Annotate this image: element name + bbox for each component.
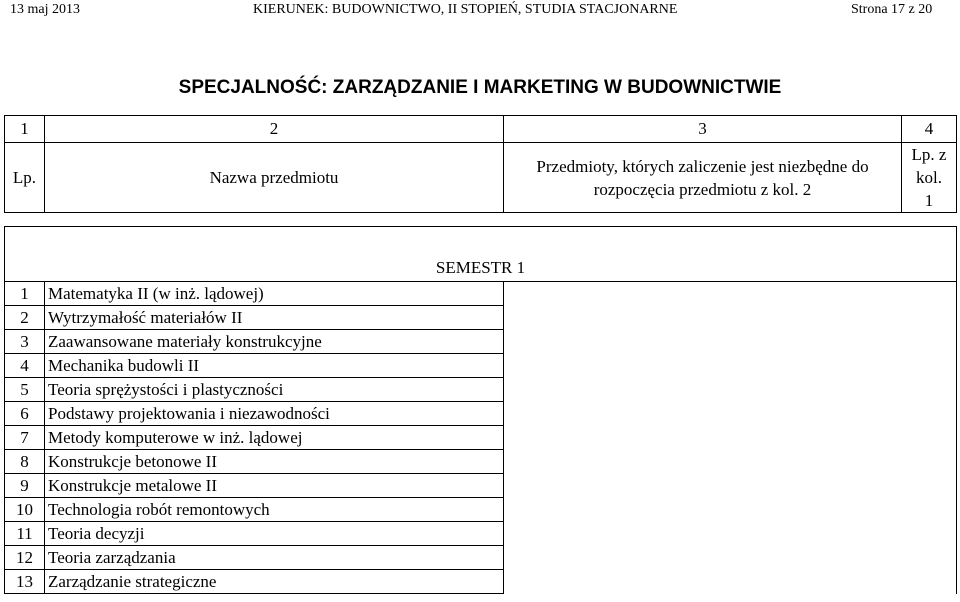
semester-row xyxy=(5,227,957,282)
row-number: 10 xyxy=(5,498,45,522)
row-number: 4 xyxy=(5,354,45,378)
column-number: 2 xyxy=(45,116,504,143)
header-reference xyxy=(902,143,957,213)
column-number: 3 xyxy=(504,116,902,143)
header-prerequisites xyxy=(504,143,902,213)
header-prerequisites-line2: rozpoczęcia przedmiotu z kol. 2 xyxy=(593,179,812,199)
courses-table xyxy=(4,226,957,594)
course-name: Podstawy projektowania i niezawodności xyxy=(45,402,504,426)
header-name: Nazwa przedmiotu xyxy=(45,143,504,213)
row-number: 2 xyxy=(5,306,45,330)
header-date: 13 maj 2013 xyxy=(10,2,80,17)
header-lp: Lp. xyxy=(5,143,45,213)
course-name: Zaawansowane materiały konstrukcyjne xyxy=(45,330,504,354)
course-name: Mechanika budowli II xyxy=(45,354,504,378)
row-number: 8 xyxy=(5,450,45,474)
table-header xyxy=(4,115,957,213)
column-number: 4 xyxy=(902,116,957,143)
course-name: Teoria sprężystości i plastyczności xyxy=(45,378,504,402)
page-header xyxy=(0,0,960,20)
header-prerequisites-line1: Przedmioty, których zaliczenie jest niezbędne do xyxy=(536,156,869,176)
row-number: 13 xyxy=(5,570,45,594)
row-number: 3 xyxy=(5,330,45,354)
course-name: Technologia robót remontowych xyxy=(45,498,504,522)
course-name: Zarządzanie strategiczne xyxy=(45,570,504,594)
header-reference-line1: Lp. z xyxy=(911,145,947,164)
row-number: 5 xyxy=(5,378,45,402)
course-name: Teoria decyzji xyxy=(45,522,504,546)
row-number: 7 xyxy=(5,426,45,450)
prerequisites-area xyxy=(504,282,957,594)
page-title: SPECJALNOŚĆ: ZARZĄDZANIE I MARKETING W BUDOWNICTWIE xyxy=(178,77,782,98)
header-reference-line2: kol. xyxy=(916,168,942,187)
course-name: Konstrukcje metalowe II xyxy=(45,474,504,498)
column-header-row xyxy=(5,143,957,213)
header-program: KIERUNEK: BUDOWNICTWO, II STOPIEŃ, STUDIA STACJONARNE xyxy=(253,2,678,17)
table-row xyxy=(5,282,957,306)
course-name: Teoria zarządzania xyxy=(45,546,504,570)
row-number: 11 xyxy=(5,522,45,546)
course-name: Konstrukcje betonowe II xyxy=(45,450,504,474)
row-number: 1 xyxy=(5,282,45,306)
header-reference-line3: 1 xyxy=(924,191,934,210)
course-name: Metody komputerowe w inż. lądowej xyxy=(45,426,504,450)
column-number: 1 xyxy=(5,116,45,143)
course-name: Matematyka II (w inż. lądowej) xyxy=(45,282,504,306)
row-number: 6 xyxy=(5,402,45,426)
row-number: 12 xyxy=(5,546,45,570)
course-name: Wytrzymałość materiałów II xyxy=(45,306,504,330)
column-number-row xyxy=(5,116,957,143)
row-number: 9 xyxy=(5,474,45,498)
header-page-number: Strona 17 z 20 xyxy=(851,2,933,17)
semester-label: SEMESTR 1 xyxy=(5,227,957,282)
